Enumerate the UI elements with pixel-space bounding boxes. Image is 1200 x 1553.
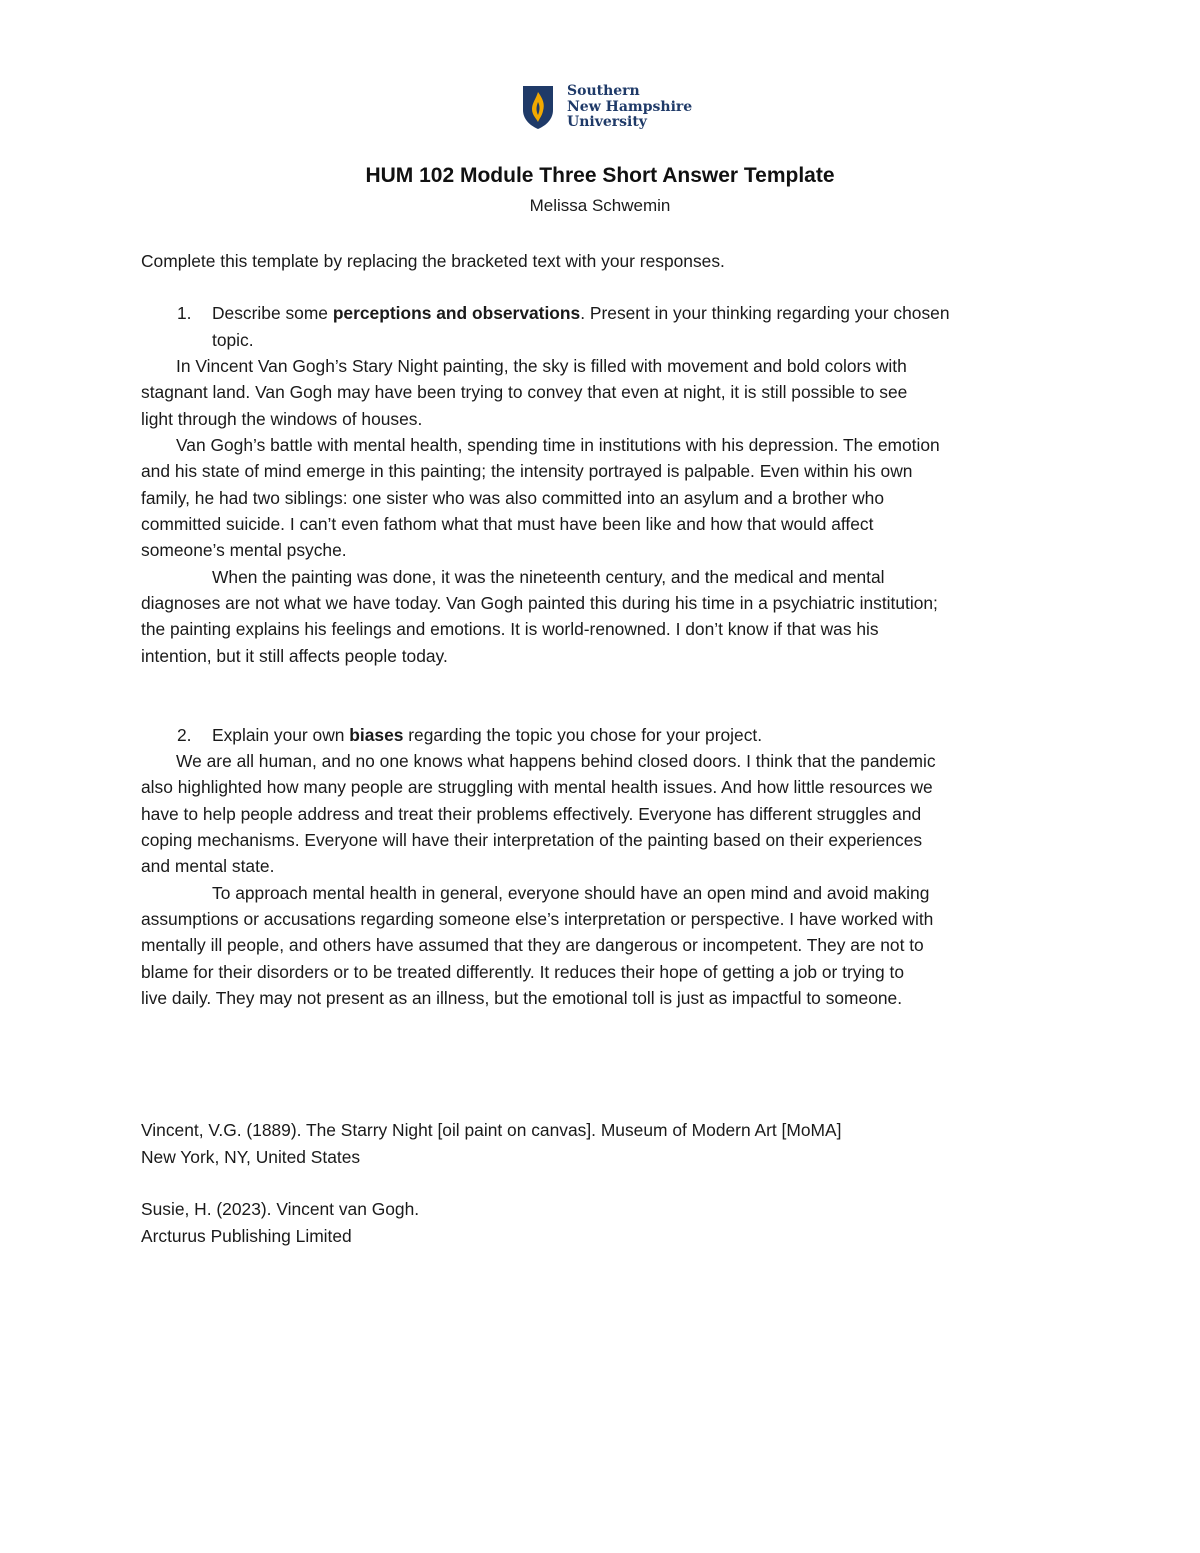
answer-2-line: mentally ill people, and others have assumed that they are dangerous or incompetent. They are not to [141, 935, 924, 955]
answer-2-line: also highlighted how many people are struggling with mental health issues. And how little resources we [141, 777, 933, 797]
question-2-prompt [212, 725, 762, 745]
university-logo [521, 84, 691, 134]
answer-2-line: assumptions or accusations regarding someone else’s interpretation or perspective. I have worked with [141, 909, 934, 929]
question-1-pre: Describe some [212, 303, 333, 323]
answer-1-line: Van Gogh’s battle with mental health, spending time in institutions with his depression. The emotion [176, 435, 940, 455]
question-2-number: 2. [177, 725, 192, 745]
answer-1-line: the painting explains his feelings and emotions. It is world-renowned. I don’t know if that was his [141, 619, 879, 639]
instructions: Complete this template by replacing the bracketed text with your responses. [141, 251, 725, 271]
reference-2-line-2: Arcturus Publishing Limited [141, 1226, 352, 1246]
answer-1-line: someone’s mental psyche. [141, 540, 347, 560]
reference-1-line-1: Vincent, V.G. (1889). The Starry Night [oil paint on canvas]. Museum of Modern Art [MoMA] [141, 1120, 842, 1140]
answer-2-line: We are all human, and no one knows what happens behind closed doors. I think that the pandemic [176, 751, 936, 771]
answer-1-line: stagnant land. Van Gogh may have been trying to convey that even at night, it is still possible to see [141, 382, 908, 402]
question-2-post: regarding the topic you chose for your project. [403, 725, 763, 745]
question-1-post: . Present in your thinking regarding your chosen [580, 303, 950, 323]
answer-2-line: live daily. They may not present as an illness, but the emotional toll is just as impactful to someone. [141, 988, 903, 1008]
answer-2-line: blame for their disorders or to be treated differently. It reduces their hope of getting a job or trying to [141, 962, 905, 982]
answer-1-line: family, he had two siblings: one sister who was also committed into an asylum and a brother who [141, 488, 885, 508]
question-1-number: 1. [177, 303, 192, 323]
logo-wordmark [567, 84, 692, 131]
question-1-keyword: perceptions and observations [332, 303, 581, 323]
answer-1-line: In Vincent Van Gogh’s Stary Night painting, the sky is filled with movement and bold colors with [176, 356, 907, 376]
reference-2-line-1: Susie, H. (2023). Vincent van Gogh. [141, 1199, 420, 1219]
answer-1-line: intention, but it still affects people today. [141, 646, 448, 666]
answer-2-line: and mental state. [141, 856, 275, 876]
logo-line-2: New Hampshire [567, 98, 693, 115]
answer-1-line: light through the windows of houses. [141, 409, 423, 429]
question-1-prompt [212, 303, 950, 323]
answer-1-line: and his state of mind emerge in this painting; the intensity portrayed is palpable. Even within his own [141, 461, 913, 481]
question-1-prompt-wrap: topic. [212, 330, 254, 350]
question-2-keyword: biases [349, 725, 404, 745]
answer-1-line: When the painting was done, it was the nineteenth century, and the medical and mental [212, 567, 885, 587]
answer-1-line: diagnoses are not what we have today. Van Gogh painted this during his time in a psychiatric institution; [141, 593, 938, 613]
shield-flame-icon [521, 84, 555, 130]
answer-2-line: have to help people address and treat their problems effectively. Everyone has different struggles and [141, 804, 922, 824]
logo-line-3: University [567, 114, 647, 130]
reference-1-line-2: New York, NY, United States [141, 1147, 361, 1167]
answer-1-line: committed suicide. I can’t even fathom what that must have been like and how that would affect [141, 514, 874, 534]
question-2-pre: Explain your own [212, 725, 350, 745]
document-title: HUM 102 Module Three Short Answer Template [365, 164, 835, 187]
answer-2-line: coping mechanisms. Everyone will have their interpretation of the painting based on their experiences [141, 830, 923, 850]
author-name: Melissa Schwemin [529, 196, 671, 215]
logo-line-1: Southern [567, 83, 640, 99]
answer-2-line: To approach mental health in general, everyone should have an open mind and avoid making [212, 883, 930, 903]
